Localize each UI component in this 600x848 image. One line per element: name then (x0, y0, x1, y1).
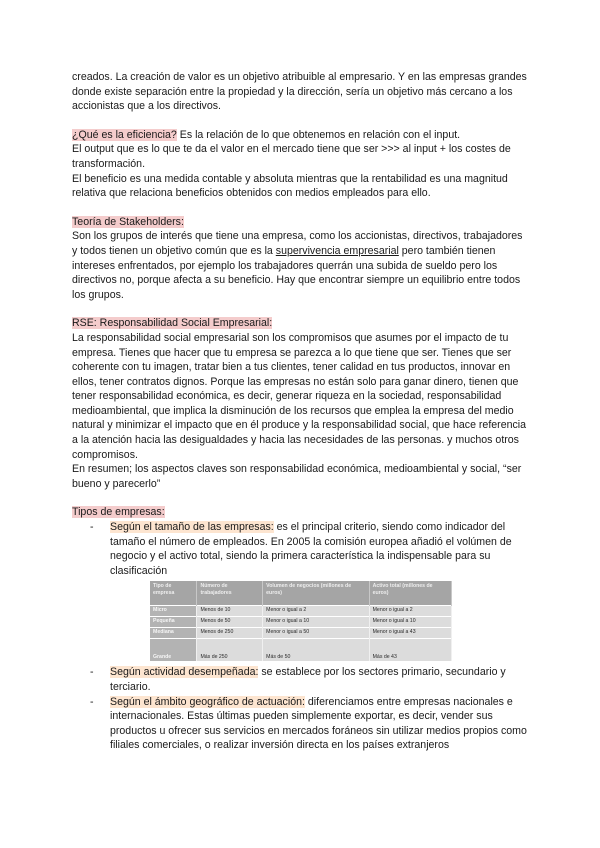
types-list (72, 520, 528, 753)
table-row: Pequeña Menos de 50 Menor o igual a 10 Menor o igual a 10 (150, 617, 452, 628)
document-body (72, 70, 528, 753)
stakeholders-underlined: supervivencia empresarial (275, 244, 399, 257)
stakeholders-heading: Teoría de Stakeholders: (72, 215, 184, 228)
stakeholders-paragraph: Son los grupos de interés que tiene una empresa, como los accionistas, directivos, trabajadores y todos tienen un objetivo común que es la supervivencia empresarial pero también tienen intereses enfrentados, por ejemplo los trabajadores querrán una subida de sueldo pero los directivos no, porque afecta a su beneficio. Hay que encontrar siempre un equilibrio entre todos los grupos. (72, 230, 523, 301)
list-item: - Según actividad desempeñada: se establece por los sectores primario, secundario y terciario. (72, 665, 528, 694)
company-size-table (150, 581, 452, 661)
rse-heading: RSE: Responsabilidad Social Empresarial: (72, 317, 273, 330)
table-header: Volumen de negocios (millones de euros) (263, 581, 369, 606)
efficiency-output-paragraph: El output que es lo que te da el valor en el mercado tiene que ser >>> al input + los costes de transformación. (72, 143, 511, 170)
intro-paragraph: creados. La creación de valor es un objetivo atribuible al empresario. Y en las empresas grandes donde existe separación entre la propiedad y la dirección, sería un objetivo más cercano a los accionistas que a los directivos. (72, 71, 527, 113)
table-row: Mediana Menos de 250 Menor o igual a 50 Menor o igual a 43 (150, 628, 452, 639)
table-row: Grande Más de 250 Más de 50 Más de 43 (150, 639, 452, 662)
rse-summary: En resumen; los aspectos claves son responsabilidad económica, medioambiental y social, “ser bueno y parecerlo” (72, 463, 522, 490)
table-header: Tipo de empresa (150, 581, 197, 606)
types-heading: Tipos de empresas: (72, 506, 165, 519)
table-header: Número de trabajadores (197, 581, 263, 606)
list-item: - Según el tamaño de las empresas: es el principal criterio, siendo como indicador del tamaño el número de empleados. En 2005 la comisión europea añadió el volúmen de negocio y el activo total, siendo la primera característica la indispensable para su clasificación Tipo de empresa Número de trabajadores Volumen de negocios (millones de euros) Activo total (millones de euros) Micro Menos de 10 Menor o igual a 2 Menor o igual a 2 Pequeña Menos de 50 Menor o igual a 10 Menor o igual a 10 Mediana Menos de 250 Menor o igual a 50 Menor o igual a 43 Grande Más de 250 Más de 50 Más de 43 (72, 520, 528, 661)
efficiency-question: ¿Qué es la eficiencia? (72, 128, 177, 141)
table-row: Micro Menos de 10 Menor o igual a 2 Menor o igual a 2 (150, 606, 452, 617)
efficiency-paragraph (72, 128, 528, 143)
efficiency-answer: Es la relación de lo que obtenemos en relación con el input. (176, 128, 461, 141)
efficiency-benefit-paragraph: El beneficio es una medida contable y absoluta mientras que la rentabilidad es una magnitud relativa que relaciona beneficios obtenidos con medios empleados para ello. (72, 172, 508, 200)
rse-paragraph: La responsabilidad social empresarial son los compromisos que asumes por el impacto de tu empresa. Tienes que hacer que tu empresa se parezca a lo que tiene que ser. Tienes que ser coherente con tu imagen, tratar bien a tus clientes, tener calidad en tus productos, innovar en ellos, tener contratos dignos. Porque las empresas no están solo para ganar dinero, tienen que tener responsabilidad económica, es decir, generar riqueza en la sociedad, responsabilidad medioambiental, que implica la disminución de los recursos que emplea la empresa del medio natural y minimizar el impacto que en él produce y la responsabilidad social, que hace referencia a la atención hacia las desigualdades y hacia las necesidades de las personas. y muchos otros compromisos. (72, 331, 527, 461)
list-item: - Según el ámbito geográfico de actuación: diferenciamos entre empresas nacionales e internacionales. Estas últimas pueden simplemente exportar, es decir, vender sus productos u ofrecer sus servicios en mercados foráneos sin utilizar medios propios como filiales comerciales, o realizar inversión directa en los países extranjeros (72, 695, 528, 753)
table-header: Activo total (millones de euros) (369, 581, 451, 606)
